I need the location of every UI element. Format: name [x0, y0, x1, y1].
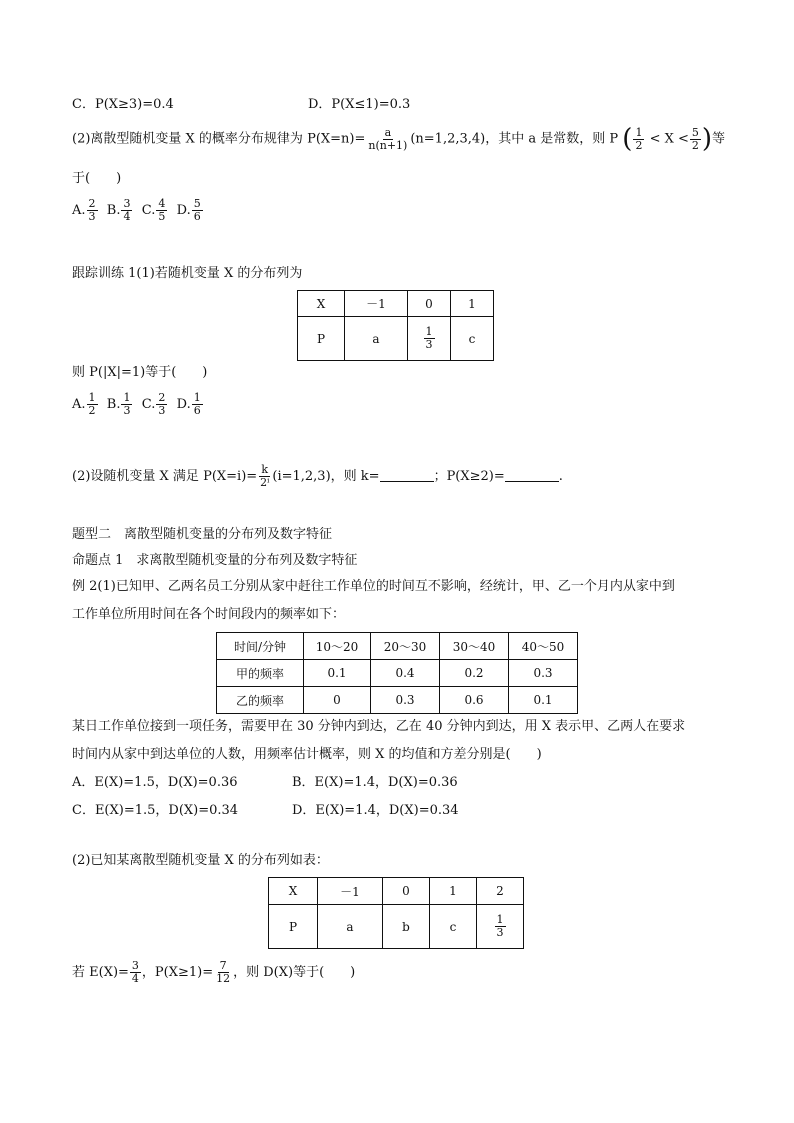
q2-in-num1: 1	[635, 125, 643, 139]
gz-opt-d-label: D.	[176, 397, 191, 412]
gz-opt-b	[121, 392, 132, 417]
gz2-mid2: ；P(X≥2)=	[433, 469, 505, 484]
q2-in-den1: 2	[635, 138, 643, 152]
table-cell: 0	[408, 291, 451, 317]
table-cell: 0	[304, 687, 371, 714]
option-d: D．P(X≤1)=0.3	[308, 97, 411, 112]
gz2-den: 2ⁱ	[260, 476, 270, 489]
gz-title: 跟踪训练 1(1)若随机变量 X 的分布列为	[72, 266, 303, 281]
q2-inner-frac-2	[690, 127, 701, 152]
gz-opt-a	[87, 392, 98, 417]
answer-blank-p[interactable]	[505, 467, 559, 482]
gz-opt-a-label: A.	[72, 397, 86, 412]
ex2-option-b: B．E(X)=1.4，D(X)=0.36	[292, 775, 458, 790]
gz-table-fraction	[424, 326, 435, 351]
table-cell: 30～40	[440, 633, 509, 660]
table-cell: X	[298, 291, 345, 317]
table-cell	[408, 317, 451, 361]
q2-opt-d-label: D.	[176, 203, 191, 218]
gz-opt-c-label: C.	[141, 397, 156, 412]
table-cell: 0.4	[371, 660, 440, 687]
table-row	[269, 905, 524, 949]
ex2b-q-d2: 12	[216, 972, 231, 985]
ex2b-q-mid: ，P(X≥1)=	[141, 965, 214, 980]
q2-opt-b-label: B.	[106, 203, 121, 218]
ex2b-q-post: ，则 D(X)等于( )	[233, 965, 356, 980]
q2-in-num2: 5	[691, 125, 699, 139]
gz-opt-a-den: 2	[88, 404, 96, 417]
ex2-line1: 例 2(1)已知甲、乙两名员工分别从家中赶往工作单位的时间互不影响，经统计，甲、乙一个月内从家中到	[72, 579, 675, 594]
q2-frac-num: a	[384, 125, 392, 139]
table-row	[269, 878, 524, 905]
q2-opt-c-den: 5	[158, 210, 166, 223]
gz-opt-c-den: 3	[158, 404, 166, 417]
option-c: C．P(X≥3)=0.4	[72, 97, 174, 112]
table-cell: 40～50	[509, 633, 578, 660]
ex2-line2: 工作单位所用时间在各个时间段内的频率如下：	[72, 607, 346, 622]
answer-blank-k[interactable]	[380, 467, 434, 482]
q2-opt-c	[156, 198, 167, 223]
ex2b-frac-num: 1	[496, 913, 504, 926]
table-cell: 乙的频率	[217, 687, 304, 714]
q2-opt-c-num: 4	[158, 197, 166, 210]
gz2-fraction	[258, 464, 271, 489]
table-row	[298, 291, 494, 317]
gz-frac-num: 1	[425, 325, 433, 338]
table-cell: 1	[451, 291, 494, 317]
ex2b-q-frac1	[130, 960, 141, 985]
q2-mid: < X <	[649, 131, 689, 147]
question-2	[72, 126, 725, 152]
gz-opt-c	[156, 392, 167, 417]
q2-opt-d-num: 5	[193, 197, 201, 210]
q2-opt-a-den: 3	[88, 210, 96, 223]
gz2-question	[72, 464, 563, 489]
gz-opt-b-num: 1	[123, 391, 131, 404]
table-cell: 20～30	[371, 633, 440, 660]
table-cell: 0.3	[371, 687, 440, 714]
ex2b-q-prefix: 若 E(X)=	[72, 965, 129, 980]
gz-opt-d-den: 6	[193, 404, 201, 417]
table-cell: b	[383, 905, 430, 949]
ex2b-q-n1: 3	[131, 959, 139, 972]
table-row	[217, 687, 578, 714]
table-cell: 时间/分钟	[217, 633, 304, 660]
ex2b-title: (2)已知某离散型随机变量 X 的分布列如表：	[72, 853, 329, 868]
ex2-option-a: A．E(X)=1.5，D(X)=0.36	[72, 775, 238, 790]
gz2-end: .	[558, 469, 563, 484]
q2-lparen: (	[622, 124, 633, 154]
q2-opt-a	[87, 198, 98, 223]
q2-opt-a-num: 2	[88, 197, 96, 210]
table-row	[298, 317, 494, 361]
gz-opt-c-num: 2	[158, 391, 166, 404]
q2-opt-b	[121, 198, 132, 223]
table-cell: 0.1	[509, 687, 578, 714]
ex2b-distribution-table	[268, 877, 524, 949]
q2-opt-d-den: 6	[193, 210, 201, 223]
gz-options	[72, 392, 204, 417]
gz-opt-b-den: 3	[123, 404, 131, 417]
ex2b-frac-den: 3	[496, 926, 504, 939]
table-cell: X	[269, 878, 318, 905]
table-cell: P	[269, 905, 318, 949]
q2-opt-b-num: 3	[123, 197, 131, 210]
q2-opt-c-label: C.	[141, 203, 156, 218]
table-cell: a	[345, 317, 408, 361]
table-cell: 甲的频率	[217, 660, 304, 687]
q2-fraction	[366, 127, 409, 152]
gz-opt-a-num: 1	[88, 391, 96, 404]
ex2-option-c: C．E(X)=1.5，D(X)=0.34	[72, 803, 239, 818]
table-cell: 1	[430, 878, 477, 905]
gz2-prefix: (2)设随机变量 X 满足 P(X=i)=	[72, 469, 258, 484]
gz-opt-d-num: 1	[193, 391, 201, 404]
ex2b-table-fraction	[495, 914, 506, 939]
table-cell: P	[298, 317, 345, 361]
ex2-line4: 时间内从家中到达单位的人数，用频率估计概率，则 X 的均值和方差分别是( )	[72, 747, 542, 762]
section-title: 题型二 离散型随机变量的分布列及数字特征	[72, 527, 333, 542]
table-cell: 0	[383, 878, 430, 905]
frequency-table	[216, 632, 578, 714]
gz-opt-d	[192, 392, 203, 417]
table-cell: c	[430, 905, 477, 949]
q2-opt-b-den: 4	[123, 210, 131, 223]
q2-options	[72, 198, 204, 223]
ex2b-q-n2: 7	[219, 959, 227, 972]
gz2-num: k	[261, 463, 269, 476]
table-cell: 0.2	[440, 660, 509, 687]
section-subtitle: 命题点 1 求离散型随机变量的分布列及数字特征	[72, 553, 358, 568]
table-cell: 0.3	[509, 660, 578, 687]
table-cell: 2	[477, 878, 524, 905]
gz-frac-den: 3	[425, 338, 433, 351]
table-cell: c	[451, 317, 494, 361]
ex2-line3: 某日工作单位接到一项任务，需要甲在 30 分钟内到达，乙在 40 分钟内到达，用 X 表示甲、乙两人在要求	[72, 719, 686, 734]
table-cell: 0.1	[304, 660, 371, 687]
q2-inner-frac-1	[633, 127, 644, 152]
q2-post: (n=1,2,3,4)，其中 a 是常数，则 P	[410, 131, 619, 147]
table-cell: －1	[318, 878, 383, 905]
table-cell: 0.6	[440, 687, 509, 714]
q2-prefix: (2)离散型随机变量 X 的概率分布规律为 P(X=n)=	[72, 131, 366, 147]
gz-question: 则 P(|X|=1)等于( )	[72, 365, 208, 380]
ex2-option-d: D．E(X)=1.4，D(X)=0.34	[292, 803, 459, 818]
q2-opt-d	[192, 198, 203, 223]
ex2b-question	[72, 960, 355, 985]
gz-opt-b-label: B.	[106, 397, 121, 412]
table-cell: －1	[345, 291, 408, 317]
q2-frac-den: n(n+1)	[368, 138, 408, 152]
table-cell	[477, 905, 524, 949]
q2-line2: 于( )	[72, 171, 122, 186]
ex2b-q-d1: 4	[131, 972, 139, 985]
ex2b-q-frac2	[214, 960, 232, 985]
gz2-mid: (i=1,2,3)，则 k=	[272, 469, 380, 484]
q2-rparen: )	[701, 124, 713, 154]
q2-tail: 等	[712, 131, 726, 147]
table-cell: a	[318, 905, 383, 949]
table-cell: 10～20	[304, 633, 371, 660]
q2-opt-a-label: A.	[72, 203, 86, 218]
gz-distribution-table	[297, 290, 494, 361]
q2-in-den2: 2	[691, 138, 699, 152]
table-row	[217, 660, 578, 687]
table-row	[217, 633, 578, 660]
